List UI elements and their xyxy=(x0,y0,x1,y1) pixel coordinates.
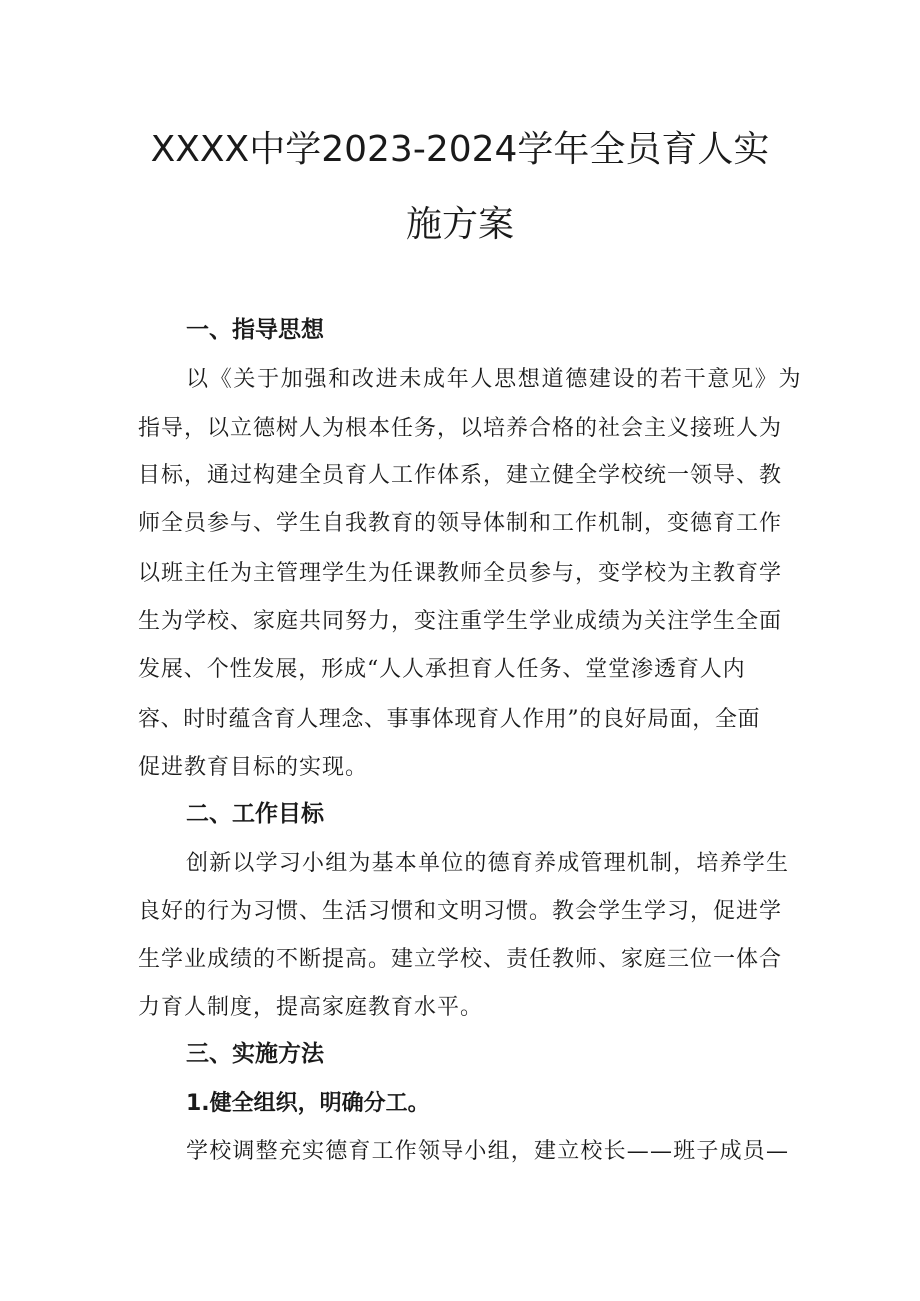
subsection-heading: 1.健全组织，明确分工。 xyxy=(186,1091,430,1116)
paragraph-line: 指导，以立德树人为根本任务，以培养合格的社会主义接班人为 xyxy=(138,416,783,441)
section-heading-guiding-ideology: 一、指导思想 xyxy=(186,317,324,343)
paragraph-line: 创新以学习小组为基本单位的德育养成管理机制，培养学生 xyxy=(186,851,790,876)
paragraph-line: 学校调整充实德育工作领导小组，建立校长——班子成员— xyxy=(186,1139,790,1164)
document-title-line-2: 施方案 xyxy=(405,204,514,245)
section-heading-work-goals: 二、工作目标 xyxy=(186,801,324,827)
paragraph-line: 良好的行为习惯、生活习惯和文明习惯。教会学生学习，促进学 xyxy=(138,899,783,924)
paragraph-line: 以《关于加强和改进未成年人思想道德建设的若干意见》为 xyxy=(186,367,803,392)
paragraph-line: 生为学校、家庭共同努力，变注重学生学业成绩为关注学生全面 xyxy=(138,609,783,634)
paragraph-line: 目标，通过构建全员育人工作体系，建立健全学校统一领导、教 xyxy=(138,463,783,488)
paragraph-line: 以班主任为主管理学生为任课教师全员参与，变学校为主教育学 xyxy=(138,561,783,586)
paragraph-line: 生学业成绩的不断提高。建立学校、责任教师、家庭三位一体合 xyxy=(138,947,783,972)
paragraph-line: 师全员参与、学生自我教育的领导体制和工作机制，变德育工作 xyxy=(138,511,783,536)
section-heading-implementation-methods: 三、实施方法 xyxy=(186,1041,324,1067)
document-title-line-1: XXXX中学2023-2024学年全员育人实 xyxy=(150,129,770,170)
paragraph-line: 发展、个性发展，形成“人人承担育人任务、堂堂渗透育人内 xyxy=(138,657,746,682)
paragraph-line: 促进教育目标的实现。 xyxy=(138,755,369,780)
paragraph-line: 容、时时蕴含育人理念、事事体现育人作用”的良好局面，全面 xyxy=(138,707,761,732)
paragraph-line: 力育人制度，提高家庭教育水平。 xyxy=(138,995,484,1020)
